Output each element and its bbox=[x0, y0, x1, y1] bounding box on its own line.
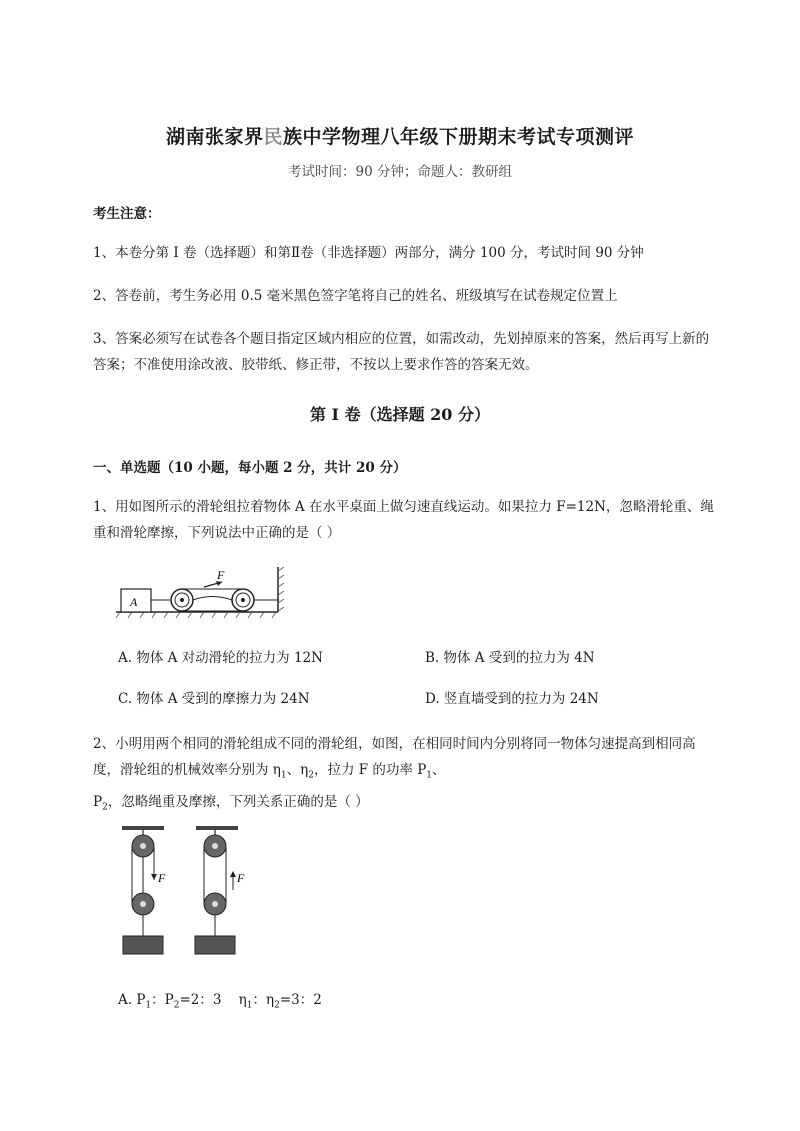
exam-subtitle: 考试时间：90 分钟；命题人：教研组 bbox=[288, 164, 512, 180]
q1-option-c[interactable]: C. 物体 A 受到的摩擦力为 24N bbox=[118, 691, 310, 707]
section-title: 第 I 卷（选择题 20 分） bbox=[309, 405, 491, 424]
notice-item-3: 3、答案必须写在试卷各个题目指定区域内相应的位置，如需改动，先划掉原来的答案，然后再写上新的答案；不准使用涂改液、胶带纸、修正带，不按以上要求作答的答案无效。 bbox=[93, 331, 710, 373]
block-a-label: A bbox=[130, 595, 138, 609]
q1-option-b[interactable]: B. 物体 A 受到的拉力为 4N bbox=[425, 650, 595, 666]
force-f2-label: F bbox=[237, 871, 245, 885]
notice-item-1: 1、本卷分第 I 卷（选择题）和第Ⅱ卷（非选择题）两部分，满分 100 分，考试时间 90 分钟 bbox=[93, 245, 644, 261]
notice-heading: 考生注意： bbox=[93, 206, 161, 222]
exam-title: 湖南张家界民族中学物理八年级下册期末考试专项测评 bbox=[165, 126, 635, 148]
force-f1-label: F bbox=[158, 871, 166, 885]
question-2-text: 2、小明用两个相同的滑轮组成不同的滑轮组，如图，在相同时间内分别将同一物体匀速提高到相同高度，滑轮组的机械效率分别为 $\eta_1$、$\eta_2$，拉力 F 的功率 $P_1$、$P_2$，忽略绳重及摩擦，下列关系正确的是（ ） bbox=[93, 736, 696, 813]
pulley-horizontal-figure bbox=[112, 565, 287, 620]
pulley-vertical-figure bbox=[114, 822, 254, 962]
part-heading: 一、单选题（10 小题，每小题 2 分，共计 20 分） bbox=[93, 460, 407, 476]
q2-option-a[interactable]: A. $P_1$：$P_2=2$：3 $\eta_1$：$\eta_2=3$：2 bbox=[118, 992, 322, 1011]
q1-option-a[interactable]: A. 物体 A 对动滑轮的拉力为 12N bbox=[118, 650, 323, 666]
question-1-text: 1、用如图所示的滑轮组拉着物体 A 在水平桌面上做匀速直线运动。如果拉力 F=12N，忽略滑轮重、绳重和滑轮摩擦，下列说法中正确的是（ ） bbox=[93, 499, 714, 541]
q1-option-d[interactable]: D. 竖直墙受到的拉力为 24N bbox=[425, 691, 599, 707]
notice-item-2: 2、答卷前，考生务必用 0.5 毫米黑色签字笔将自己的姓名、班级填写在试卷规定位置上 bbox=[93, 288, 618, 304]
force-f-label: F bbox=[217, 568, 225, 582]
